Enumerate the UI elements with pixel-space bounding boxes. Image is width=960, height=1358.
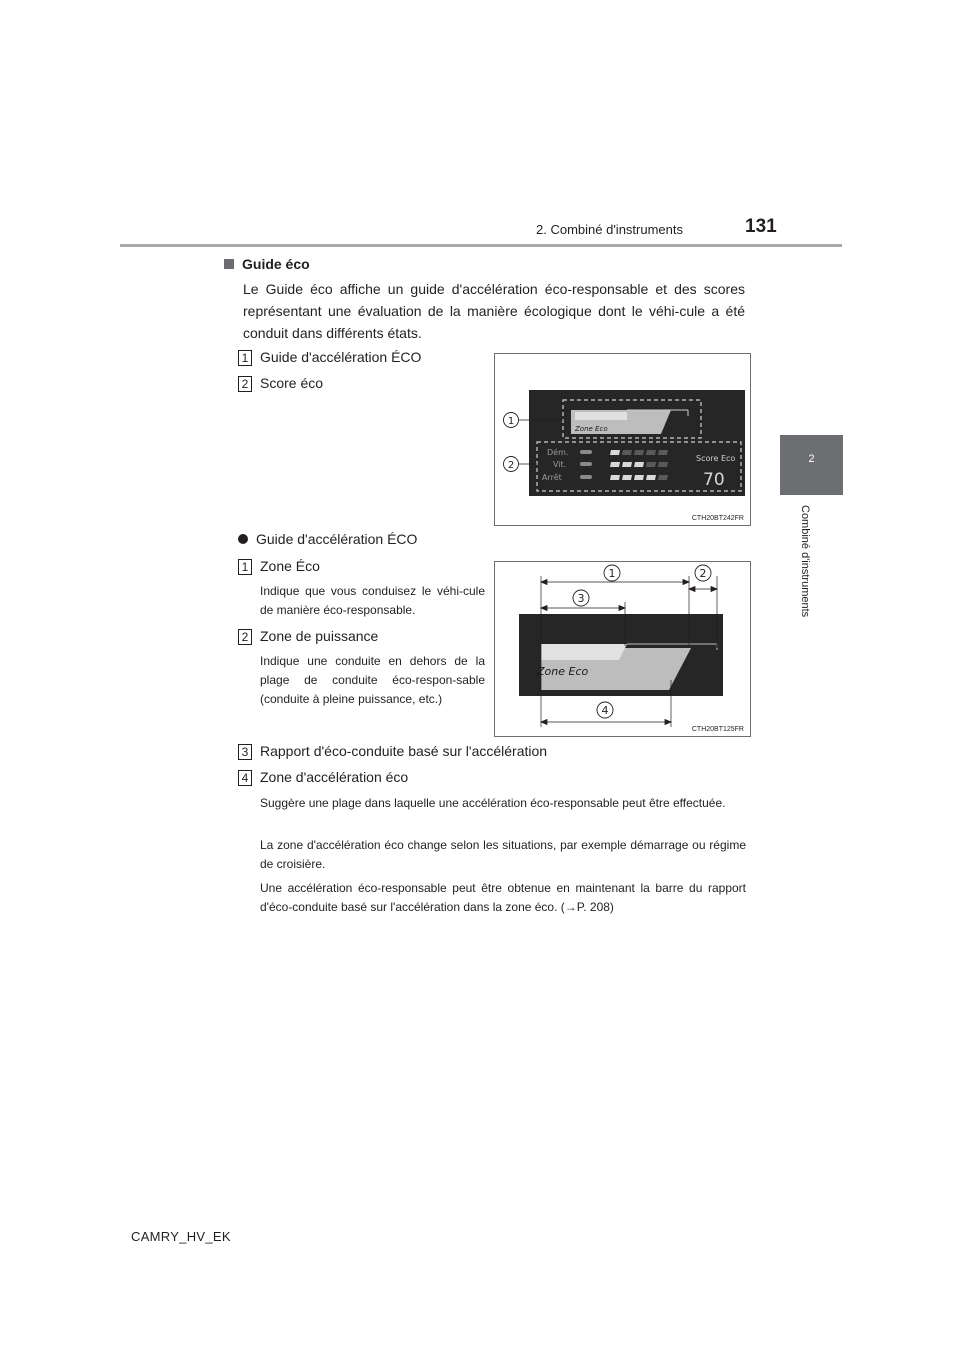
callout-1: 1 (507, 416, 515, 427)
callout-2: 2 (699, 567, 707, 580)
legend-item-desc: Indique une conduite en dehors de la plage de conduite éco-respon-sable (conduite à pleine puissance, etc.) (260, 654, 485, 706)
score-segments (610, 450, 668, 480)
figure-code: CTH20BT125FR (691, 726, 744, 733)
figure-eco-zone-diagram (494, 561, 751, 737)
legend-number: 4 (238, 770, 252, 786)
header-rule (120, 244, 842, 247)
legend-item-desc: Indique que vous conduisez le véhi-cule de manière éco-responsable. (260, 584, 485, 617)
zone-eco-text: Zone Eco (575, 425, 608, 433)
zone-eco-text: Zone Eco (537, 665, 589, 678)
legend-number: 2 (238, 629, 252, 645)
section-heading (224, 256, 310, 272)
legend-number: 3 (238, 744, 252, 760)
chapter-tab-label: Combiné d'instruments (799, 505, 811, 618)
bullet-title: Guide d'accélération ÉCO (256, 531, 418, 547)
section-title: Guide éco (242, 256, 310, 272)
row-label-stop: Arrêt (542, 473, 562, 482)
legend-number: 1 (238, 559, 252, 575)
score-eco-value: 70 (703, 470, 725, 490)
note-paragraph: Une accélération éco-responsable peut être obtenue en maintenant la barre du rapport d'éco-conduite basé sur l'accélération dans la zone éco. (→P. 208) (260, 881, 746, 914)
legend-number: 1 (238, 350, 252, 366)
chapter-tab-number: 2 (808, 453, 815, 465)
section-intro: Le Guide éco affiche un guide d'accélération éco-responsable et des scores représentant une évaluation de la manière écologique dont le véhi-cule a été conduit dans différents états. (243, 281, 745, 341)
running-header: 2. Combiné d'instruments (536, 222, 683, 237)
callout-4: 4 (601, 704, 609, 717)
eco-display-illustration (495, 354, 750, 525)
eco-zone-illustration (495, 562, 750, 736)
row-label-speed: Vit. (553, 460, 567, 469)
legend-number: 2 (238, 376, 252, 392)
legend-item-desc: Suggère une plage dans laquelle une accélération éco-responsable peut être effectuée. (260, 796, 726, 810)
legend-item-label: Guide d'accélération ÉCO (260, 349, 422, 365)
document-code: CAMRY_HV_EK (131, 1229, 231, 1244)
bullet-heading (238, 531, 417, 547)
callout-3: 3 (577, 592, 585, 605)
callout-1: 1 (608, 567, 616, 580)
bullet-icon (238, 534, 248, 544)
square-bullet-icon (224, 259, 234, 269)
legend-item-label: Rapport d'éco-conduite basé sur l'accélération (260, 743, 548, 759)
score-eco-label: Score Eco (696, 454, 736, 463)
legend-item-label: Zone Éco (260, 558, 320, 574)
figure-code: CTH20BT242FR (691, 515, 744, 522)
legend-item-label: Zone d'accélération éco (260, 769, 409, 785)
legend-item-label: Zone de puissance (260, 628, 379, 644)
callout-2: 2 (507, 460, 515, 471)
row-label-start: Dém. (547, 448, 569, 457)
chapter-tab (780, 435, 843, 495)
figure-eco-guide-display (494, 353, 751, 526)
note-paragraph: La zone d'accélération éco change selon les situations, par exemple démarrage ou régime de croisière. (260, 838, 746, 871)
page-number: 131 (745, 216, 777, 237)
legend-item-label: Score éco (260, 375, 324, 391)
